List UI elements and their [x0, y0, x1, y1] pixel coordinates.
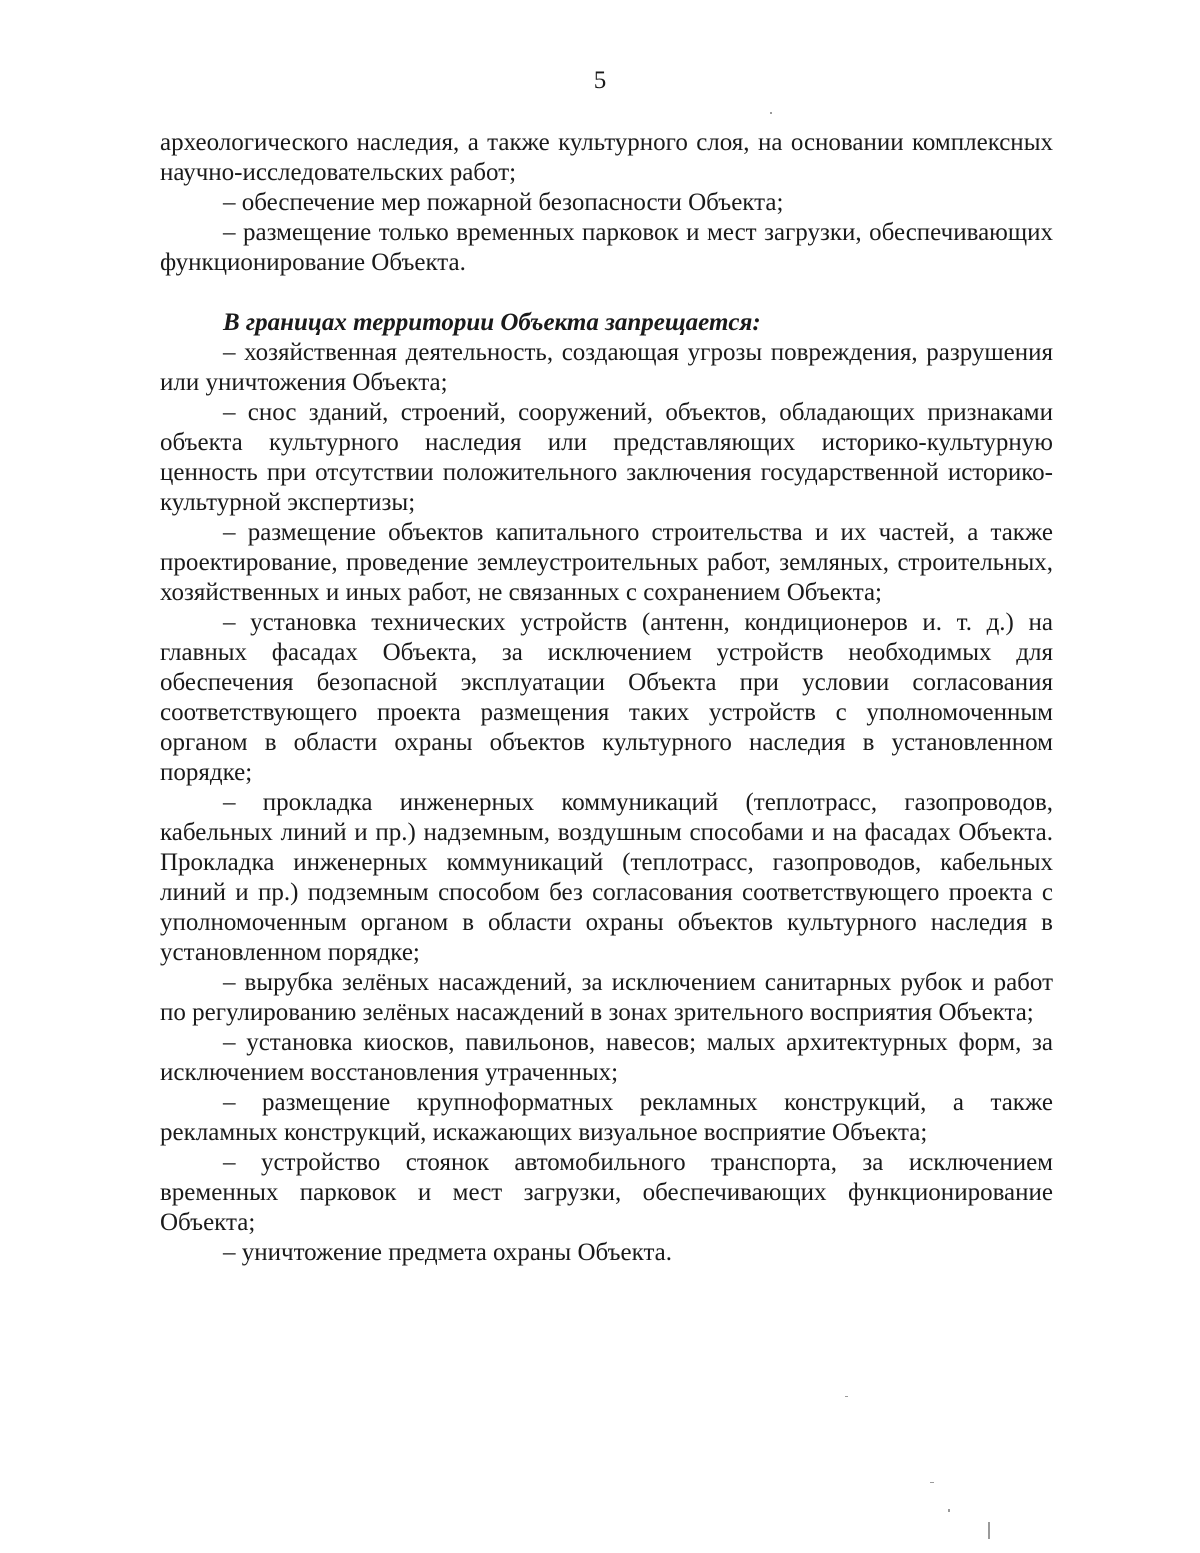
list-item: – размещение крупноформатных рекламных конструкций, а также рекламных конструкций, искажающих визуальное восприятие Объекта; [160, 1089, 1053, 1146]
list-item: – снос зданий, строений, сооружений, объектов, обладающих признаками объекта культурного наследия или представляющих историко-культурную ценность при отсутствии положительного заключения государственной историко-культурной экспертизы; [160, 399, 1053, 516]
list-item: – устройство стоянок автомобильного транспорта, за исключением временных парковок и мест загрузки, обеспечивающих функционирование Объекта; [160, 1149, 1053, 1236]
list-item: – размещение объектов капитального строительства и их частей, а также проектирование, проведение землеустроительных работ, земляных, строительных, хозяйственных и иных работ, не связанных с сохранением Объекта; [160, 519, 1053, 606]
list-item: – прокладка инженерных коммуникаций (теплотрасс, газопроводов, кабельных линий и пр.) надземным, воздушным способами и на фасадах Объекта. Прокладка инженерных коммуникаций (теплотрасс, газопроводов, кабельных линий и пр.) подземным способом без согласования соответствующего проекта с уполномоченным органом в области охраны объектов культурного наследия в установленном порядке; [160, 789, 1053, 966]
section-heading-prohibited: В границах территории Объекта запрещается: [223, 309, 761, 336]
paragraph-fire-safety: – обеспечение мер пожарной безопасности Объекта; [223, 189, 784, 216]
scan-speck [930, 1482, 934, 1483]
list-item: – установка технических устройств (антенн, кондиционеров и. т. д.) на главных фасадах Объекта, за исключением устройств необходимых для обеспечения безопасной эксплуатации Объекта при условии согласования соответствующего проекта размещения таких устройств с уполномоченным органом в области охраны объектов культурного наследия в установленном порядке; [160, 609, 1053, 786]
paragraph-archaeology: археологического наследия, а также культурного слоя, на основании комплексных научно-исследовательских работ; [160, 129, 1053, 186]
list-item: – вырубка зелёных насаждений, за исключением санитарных рубок и работ по регулированию зелёных насаждений в зонах зрительного восприятия Объекта; [160, 969, 1053, 1026]
page-number: 5 [593, 67, 607, 94]
scan-speck [988, 1522, 990, 1539]
list-item: – хозяйственная деятельность, создающая угрозы повреждения, разрушения или уничтожения Объекта; [160, 339, 1053, 396]
document-body [160, 128, 1053, 1268]
scan-speck [948, 1509, 950, 1512]
list-item: – уничтожение предмета охраны Объекта. [223, 1239, 673, 1266]
paragraph-temporary-parking: – размещение только временных парковок и мест загрузки, обеспечивающих функционирование Объекта. [160, 219, 1053, 276]
scan-speck [770, 112, 772, 114]
list-item: – установка киосков, павильонов, навесов; малых архитектурных форм, за исключением восстановления утраченных; [160, 1029, 1053, 1086]
scan-speck [845, 1396, 848, 1397]
